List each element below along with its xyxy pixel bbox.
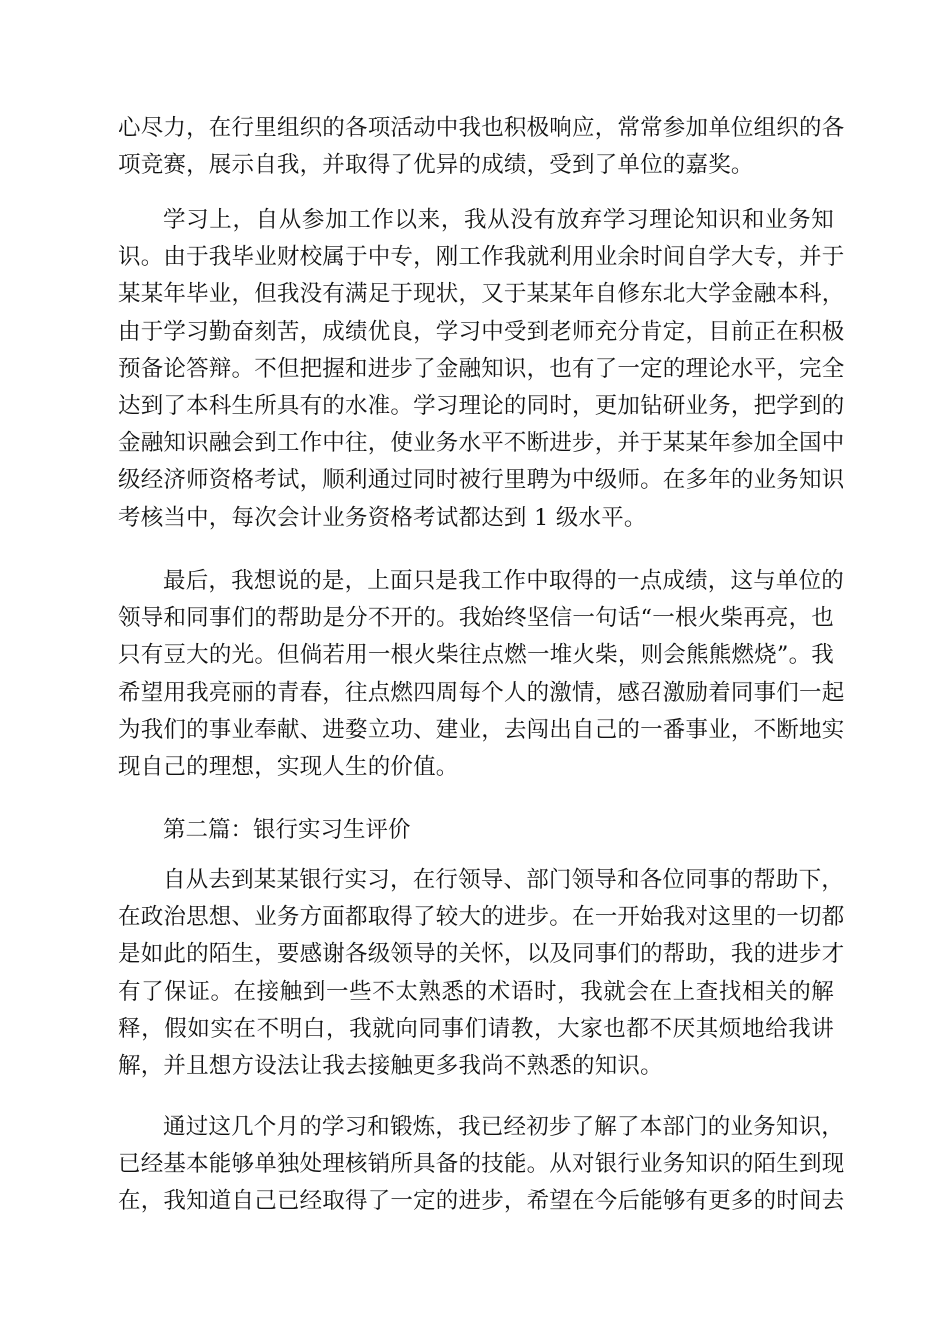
paragraph-line: 为我们的事业奉献、进婺立功、建业，去闯出自己的一番事业，不断地实 <box>118 716 845 743</box>
paragraph-line: 考核当中，每次会计业务资格考试都达到 1 级水平。 <box>118 504 647 531</box>
paragraph-line: 领导和同事们的帮助是分不开的。我始终坚信一句话“一根火柴再亮，也 <box>118 605 834 632</box>
paragraph-line: 学习上，自从参加工作以来，我从没有放弃学习理论知识和业务知 <box>163 207 834 233</box>
paragraph-line: 通过这几个月的学习和锻炼，我已经初步了解了本部门的业务知识， <box>163 1114 845 1140</box>
paragraph-line: 在，我知道自己已经取得了一定的进步，希望在今后能够有更多的时间去 <box>118 1188 845 1215</box>
paragraph-line: 项竞赛，展示自我，并取得了优异的成绩，受到了单位的嘉奖。 <box>118 152 754 179</box>
paragraph-line: 在政治思想、业务方面都取得了较大的进步。在一开始我对这里的一切都 <box>118 904 845 931</box>
paragraph-5 <box>118 1109 845 1221</box>
paragraph-line: 级经济师资格考试，顺利通过同时被行里聘为中级师。在多年的业务知识 <box>118 467 845 494</box>
paragraph-line: 现自己的理想，实现人生的价值。 <box>118 754 459 781</box>
paragraph-2 <box>118 202 845 537</box>
paragraph-4 <box>118 862 845 1085</box>
paragraph-1 <box>118 110 845 184</box>
paragraph-line: 由于学习勤奋刻苦，成绩优良，学习中受到老师充分肯定，目前正在积极 <box>118 318 845 345</box>
paragraph-line: 解，并且想方设法让我去接触更多我尚不熟悉的知识。 <box>118 1053 663 1080</box>
paragraph-line: 达到了本科生所具有的水准。学习理论的同时，更加钻研业务，把学到的 <box>118 393 845 420</box>
paragraph-line: 希望用我亮丽的青春，往点燃四周每个人的激情，感召激励着同事们一起 <box>118 679 845 706</box>
paragraph-line: 已经基本能够单独处理核销所具备的技能。从对银行业务知识的陌生到现 <box>118 1151 845 1178</box>
paragraph-line: 有了保证。在接触到一些不太熟悉的术语时，我就会在上查找相关的解 <box>118 978 834 1005</box>
paragraph-line: 心尽力，在行里组织的各项活动中我也积极响应，常常参加单位组织的各 <box>118 115 845 141</box>
paragraph-line: 是如此的陌生，要感谢各级领导的关怀，以及同事们的帮助，我的进步才 <box>118 941 845 968</box>
paragraph-line: 只有豆大的光。但倘若用一根火柴往点燃一堆火柴，则会熊熊燃烧”。我 <box>118 642 834 669</box>
paragraph-line: 预备论答辩。不但把握和进步了金融知识，也有了一定的理论水平，完全 <box>118 355 845 382</box>
paragraph-line: 自从去到某某银行实习，在行领导、部门领导和各位同事的帮助下， <box>163 867 845 893</box>
paragraph-line: 最后，我想说的是，上面只是我工作中取得的一点成绩，这与单位的 <box>163 568 845 594</box>
paragraph-line: 金融知识融会到工作中往，使业务水平不断进步，并于某某年参加全国中 <box>118 430 845 457</box>
paragraph-3 <box>118 563 845 786</box>
paragraph-line: 释，假如实在不明白，我就向同事们请教，大家也都不厌其烦地给我讲 <box>118 1015 834 1042</box>
paragraph-line: 识。由于我毕业财校属于中专，刚工作我就利用业余时间自学大专，并于 <box>118 244 845 271</box>
paragraph-line: 某某年毕业，但我没有满足于现状，又于某某年自修东北大学金融本科， <box>118 281 845 308</box>
section-heading: 第二篇：银行实习生评价 <box>163 817 411 843</box>
